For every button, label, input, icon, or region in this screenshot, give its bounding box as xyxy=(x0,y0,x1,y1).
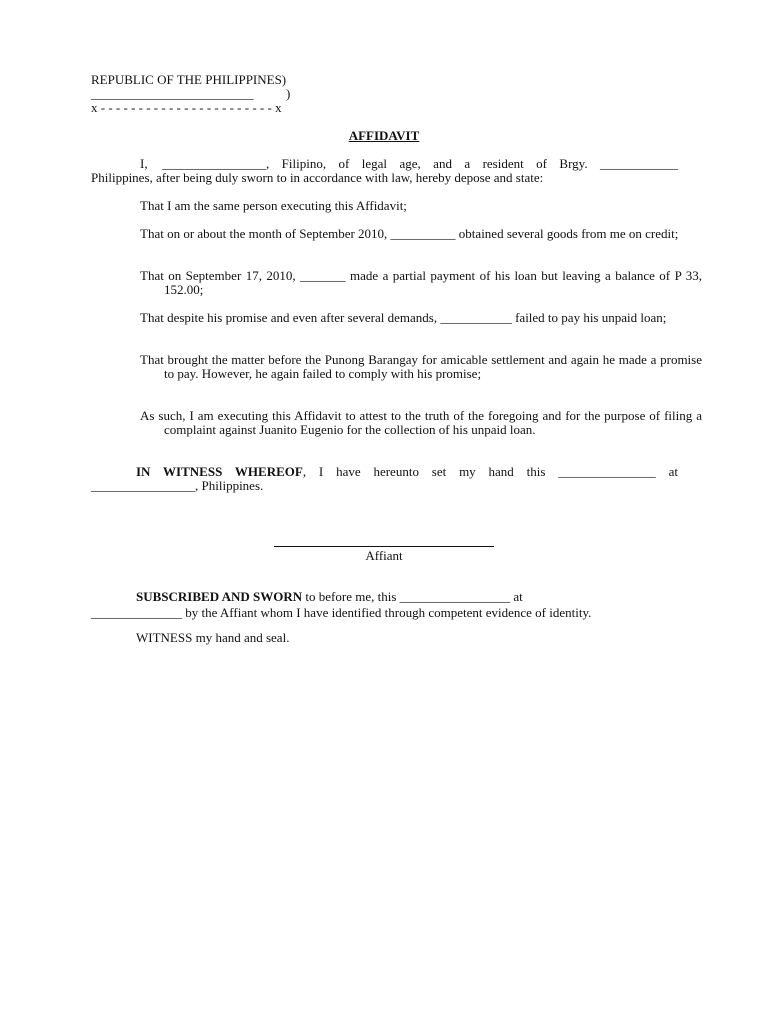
paragraph-3: That on September 17, 2010, _______ made a partial payment of his loan but leaving a balance of P 33, 152.00; xyxy=(140,268,702,297)
caption-republic: REPUBLIC OF THE PHILIPPINES) xyxy=(91,72,287,87)
witness-rest: , I have hereunto set my hand this _______________ at xyxy=(302,464,678,479)
intro-start: I, xyxy=(140,156,148,171)
jurat-rest: to before me, this _________________ at xyxy=(302,589,523,604)
jurat-bold: SUBSCRIBED AND SWORN xyxy=(136,589,303,604)
signature-line xyxy=(274,546,494,547)
jurat-line1 xyxy=(136,590,523,604)
intro-line1-text: ________________, Filipino, of legal age, and a resident of Brgy. ____________ xyxy=(162,156,678,171)
intro-line2: Philippines, after being duly sworn to in accordance with law, hereby depose and state: xyxy=(91,170,544,185)
paragraph-2: That on or about the month of September 2010, __________ obtained several goods from me on credit; xyxy=(140,226,679,241)
jurat-line2: ______________ by the Affiant whom I have identified through competent evidence of identity. xyxy=(91,605,592,620)
caption-venue-blank: _________________________ ) xyxy=(91,86,291,101)
intro-line1 xyxy=(162,157,678,171)
closing-line: WITNESS my hand and seal. xyxy=(136,630,290,645)
document-title: AFFIDAVIT xyxy=(348,128,420,143)
signature-label: Affiant xyxy=(365,548,403,563)
caption-x-line: x - - - - - - - - - - - - - - - - - - - - - - - x xyxy=(91,100,282,115)
witness-line2: ________________, Philippines. xyxy=(91,478,264,493)
paragraph-5: That brought the matter before the Punong Barangay for amicable settlement and again he made a promise to pay. However, he again failed to comply with his promise; xyxy=(140,352,702,381)
witness-bold: IN WITNESS WHEREOF xyxy=(136,464,303,479)
paragraph-4: That despite his promise and even after several demands, ___________ failed to pay his unpaid loan; xyxy=(140,310,667,325)
paragraph-6: As such, I am executing this Affidavit to attest to the truth of the foregoing and for the purpose of filing a complaint against Juanito Eugenio for the collection of his unpaid loan. xyxy=(140,408,702,437)
witness-line1 xyxy=(136,465,678,479)
paragraph-1: That I am the same person executing this Affidavit; xyxy=(140,198,407,213)
